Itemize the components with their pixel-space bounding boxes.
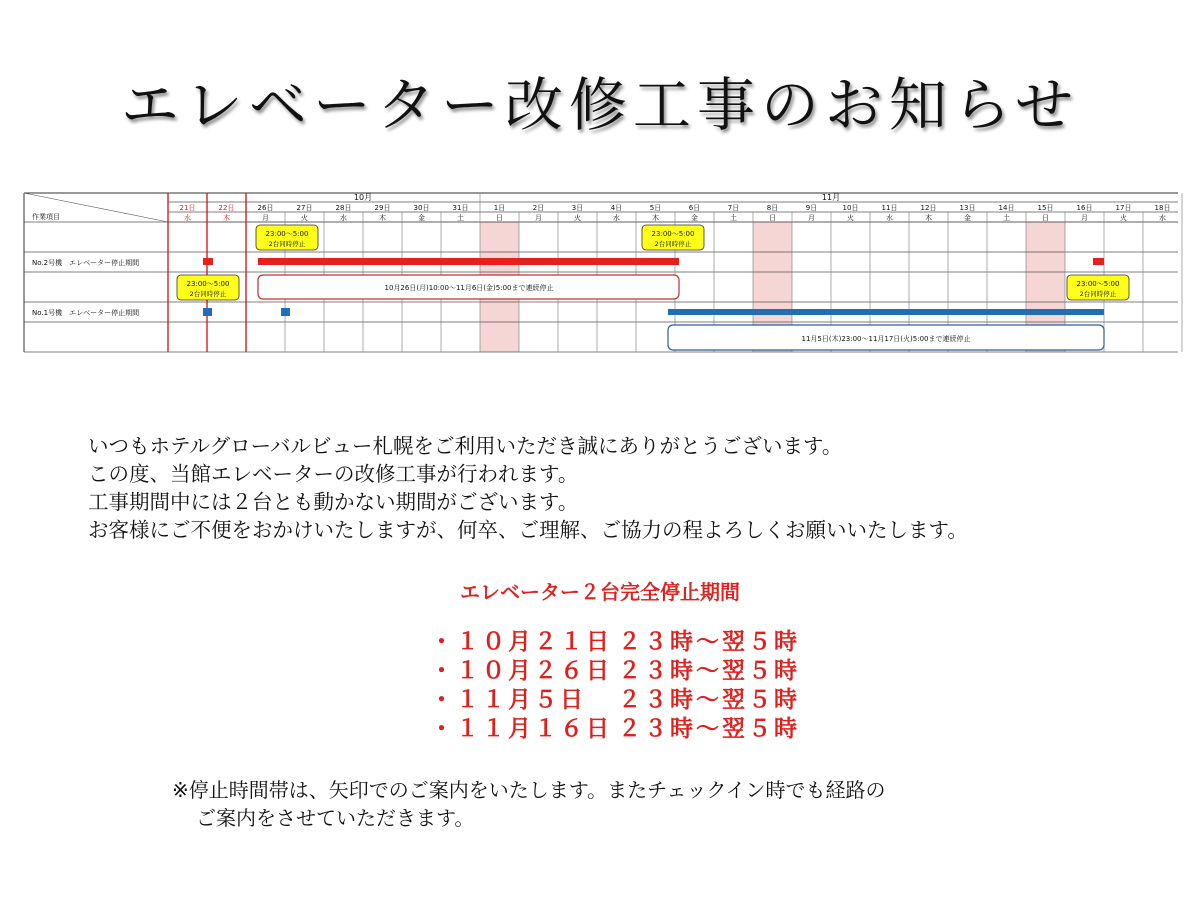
date-label: 16日 — [1076, 204, 1093, 212]
callout-time: 23:00～5:00 — [651, 230, 695, 238]
period-time: ２３時～翌５時 — [618, 658, 800, 684]
no2-stop-marker — [203, 258, 213, 265]
weekday-label: 木 — [652, 214, 659, 222]
row-label-no1: No.1号機 エレベーター停止期間 — [32, 309, 140, 317]
weekday-label: 水 — [184, 214, 191, 222]
corner-label: 作業項目 — [32, 213, 60, 221]
weekday-label: 木 — [925, 214, 932, 222]
period-time: ２３時～翌５時 — [618, 687, 800, 713]
note-line: ※停止時間帯は、矢印でのご案内をいたします。またチェックイン時でも経路の — [172, 778, 886, 802]
callout-note: 2台同時停止 — [268, 240, 306, 248]
notice-body — [88, 432, 968, 544]
period-item — [430, 628, 800, 657]
weekday-label: 金 — [691, 214, 698, 222]
weekday-label: 土 — [457, 214, 464, 222]
month-label: 11月 — [821, 193, 841, 202]
period-time: ２３時～翌５時 — [618, 629, 800, 655]
month-label: 10月 — [353, 193, 373, 202]
date-label: 9日 — [805, 204, 818, 212]
note-line: ご案内をさせていただきます。 — [196, 806, 475, 830]
notice-line: お客様にご不便をおかけいたしますが、何卒、ご理解、ご協力の程よろしくお願いいたします。 — [88, 518, 968, 542]
period-date: ・１０月２１日 — [430, 629, 612, 655]
date-label: 10日 — [842, 204, 859, 212]
weekday-label: 日 — [1042, 214, 1049, 222]
date-label: 11日 — [881, 204, 898, 212]
no2-stop-marker — [1093, 258, 1104, 265]
date-label: 31日 — [452, 204, 469, 212]
date-label: 27日 — [296, 204, 313, 212]
date-label: 6日 — [688, 204, 701, 212]
weekday-label: 水 — [613, 214, 620, 222]
weekday-label: 月 — [535, 214, 542, 222]
no1-stop-marker — [281, 308, 290, 316]
date-label: 12日 — [920, 204, 937, 212]
callout-time: 23:00～5:00 — [265, 230, 309, 238]
date-label: 14日 — [998, 204, 1015, 212]
callout-note: 2台同時停止 — [654, 240, 692, 248]
date-label: 18日 — [1154, 204, 1171, 212]
date-label: 21日 — [179, 204, 196, 212]
date-label: 5日 — [649, 204, 662, 212]
row-label-no2: No.2号機 エレベーター停止期間 — [32, 259, 140, 267]
callout-time: 23:00～5:00 — [1076, 280, 1120, 288]
no2-period-label: 10月26日(月)10:00～11月6日(金)5:00まで連続停止 — [384, 284, 554, 292]
date-label: 13日 — [959, 204, 976, 212]
weekday-label: 火 — [301, 214, 308, 222]
notice-line: 工事期間中には２台とも動かない期間がございます。 — [88, 490, 579, 514]
weekday-label: 火 — [847, 214, 854, 222]
no1-stop-bar — [668, 309, 1104, 315]
weekday-label: 水 — [1159, 214, 1166, 222]
weekday-label: 土 — [730, 214, 737, 222]
date-label: 29日 — [374, 204, 391, 212]
weekday-label: 金 — [964, 214, 971, 222]
full-stop-heading: エレベーター２台完全停止期間 — [460, 580, 740, 604]
weekday-label: 月 — [808, 214, 815, 222]
date-label: 2日 — [532, 204, 545, 212]
date-label: 15日 — [1037, 204, 1054, 212]
period-date: ・１０月２６日 — [430, 658, 612, 684]
guidance-note — [172, 776, 886, 832]
construction-schedule-table — [0, 0, 1200, 360]
period-item — [430, 657, 800, 686]
date-label: 8日 — [766, 204, 779, 212]
weekday-label: 月 — [262, 214, 269, 222]
no1-stop-marker — [203, 308, 212, 316]
full-stop-periods — [430, 628, 800, 744]
notice-line: いつもホテルグローバルビュー札幌をご利用いただき誠にありがとうございます。 — [88, 434, 843, 458]
no1-period-label: 11月5日(木)23:00～11月17日(火)5:00まで連続停止 — [801, 335, 971, 343]
period-item — [430, 686, 800, 715]
weekday-label: 木 — [379, 214, 386, 222]
date-label: 28日 — [335, 204, 352, 212]
weekday-label: 木 — [223, 214, 230, 222]
weekday-label: 日 — [769, 214, 776, 222]
date-label: 1日 — [493, 204, 506, 212]
date-label: 3日 — [571, 204, 584, 212]
weekday-label: 火 — [574, 214, 581, 222]
period-time: ２３時～翌５時 — [618, 716, 800, 742]
date-label: 22日 — [218, 204, 235, 212]
date-label: 30日 — [413, 204, 430, 212]
page-title: エレベーター改修工事のお知らせ — [120, 71, 1080, 139]
callout-note: 2台同時停止 — [189, 290, 227, 298]
date-label: 17日 — [1115, 204, 1132, 212]
period-date: ・１１月５日 — [430, 687, 586, 713]
weekday-label: 水 — [886, 214, 893, 222]
weekday-label: 金 — [418, 214, 425, 222]
period-item — [430, 715, 800, 744]
date-label: 4日 — [610, 204, 623, 212]
period-date: ・１１月１６日 — [430, 716, 612, 742]
date-label: 26日 — [257, 204, 274, 212]
callout-note: 2台同時停止 — [1079, 290, 1117, 298]
weekday-label: 日 — [496, 214, 503, 222]
callout-time: 23:00～5:00 — [186, 280, 230, 288]
weekday-label: 土 — [1003, 214, 1010, 222]
weekday-label: 月 — [1081, 214, 1088, 222]
no2-stop-bar — [258, 258, 679, 265]
weekday-label: 水 — [340, 214, 347, 222]
notice-line: この度、当館エレベーターの改修工事が行われます。 — [88, 462, 579, 486]
weekday-label: 火 — [1120, 214, 1127, 222]
date-label: 7日 — [727, 204, 740, 212]
